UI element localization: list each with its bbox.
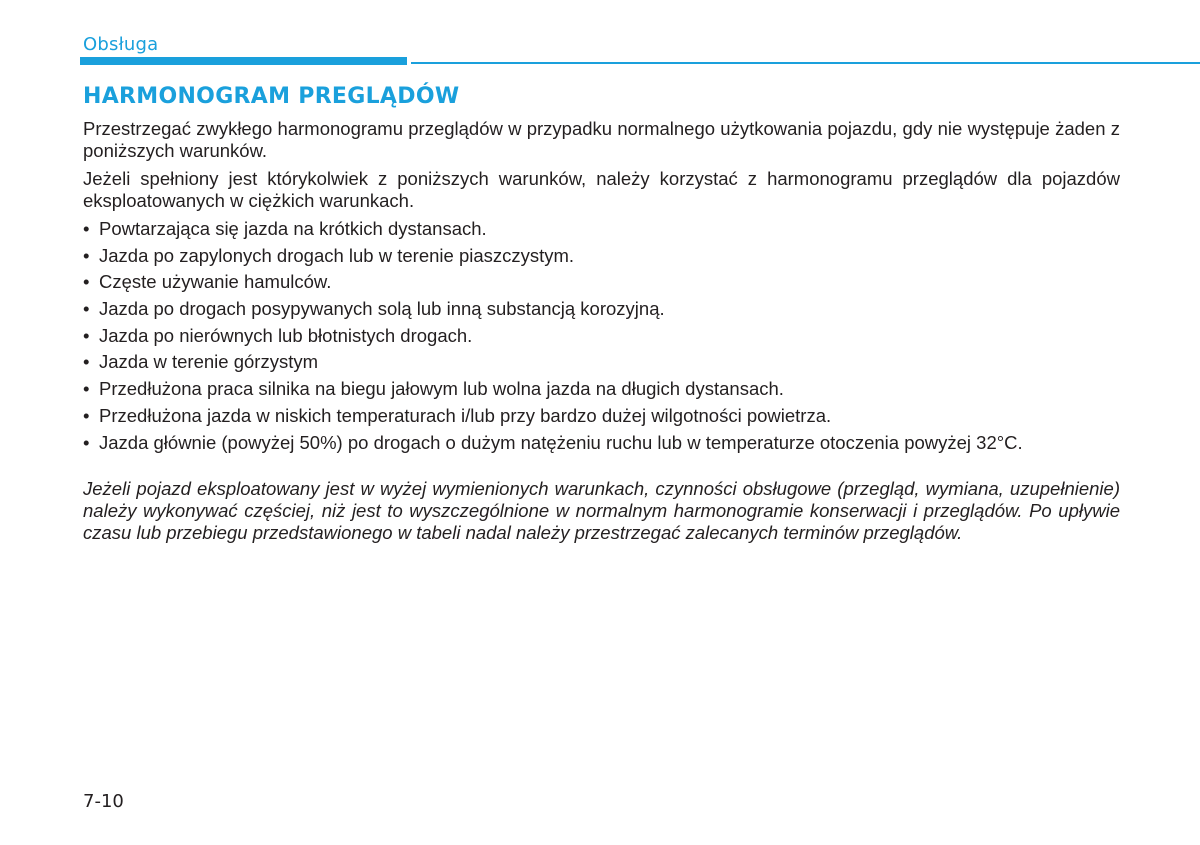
list-item-text: Przedłużona praca silnika na biegu jałowym lub wolna jazda na długich dystansach. [99, 378, 784, 400]
conditions-list [83, 218, 1120, 454]
list-item-text: Powtarzająca się jazda na krótkich dystansach. [99, 218, 487, 239]
main-content [83, 118, 1120, 458]
list-item [83, 405, 1120, 427]
list-item [83, 378, 1120, 400]
list-item-text: Jazda po nierównych lub błotnistych drogach. [99, 324, 473, 346]
header-rule-thick [80, 57, 407, 65]
page-number: 7-10 [83, 791, 124, 812]
bullet-marker: • [83, 431, 90, 453]
list-item [83, 432, 1120, 454]
conditions-paragraph: Jeżeli spełniony jest którykolwiek z poniższych warunków, należy korzystać z harmonogramu przeglądów dla pojazdów eksploatowanych w ciężkich warunkach. [83, 168, 1120, 211]
list-item-text: Jazda po zapylonych drogach lub w terenie piaszczystym. [99, 244, 575, 266]
list-item [83, 218, 1120, 240]
list-item-text: Jazda po drogach posypywanych solą lub inną substancją korozyjną. [99, 298, 665, 320]
bullet-marker: • [83, 218, 90, 239]
bullet-marker: • [83, 244, 90, 266]
list-item-text: Przedłużona jazda w niskich temperaturach i/lub przy bardzo dużej wilgotności powietrza. [99, 404, 832, 426]
list-item [83, 245, 1120, 267]
list-item-text: Jazda w terenie górzystym [99, 351, 319, 373]
page-heading: HARMONOGRAM PREGLĄDÓW [83, 84, 460, 109]
list-item-text: Częste używanie hamulców. [99, 271, 332, 293]
bullet-marker: • [83, 271, 90, 293]
list-item [83, 325, 1120, 347]
list-item [83, 298, 1120, 320]
list-item [83, 271, 1120, 293]
list-item [83, 351, 1120, 373]
section-label: Obsługa [83, 34, 159, 55]
bullet-marker: • [83, 324, 90, 346]
intro-paragraph: Przestrzegać zwykłego harmonogramu przeglądów w przypadku normalnego użytkowania pojazdu, gdy nie występuje żaden z poniższych warunków. [83, 118, 1120, 161]
bullet-marker: • [83, 351, 90, 373]
note-paragraph: Jeżeli pojazd eksploatowany jest w wyżej wymienionych warunkach, czynności obsługowe (przegląd, wymiana, uzupełnienie) należy wykonywać częściej, niż jest to wyszczególnione w normalnym harmonogramie konserwacji i przeglądów. Po upływie czasu lub przebiegu przedstawionego w tabeli nadal należy przestrzegać zalecanych terminów przeglądów. [83, 478, 1120, 543]
bullet-marker: • [83, 298, 90, 320]
list-item-text: Jazda głównie (powyżej 50%) po drogach o dużym natężeniu ruchu lub w temperaturze otoczenia powyżej 32°C. [99, 431, 1023, 453]
bullet-marker: • [83, 378, 90, 400]
header-rule-thin [411, 62, 1200, 64]
bullet-marker: • [83, 404, 90, 426]
